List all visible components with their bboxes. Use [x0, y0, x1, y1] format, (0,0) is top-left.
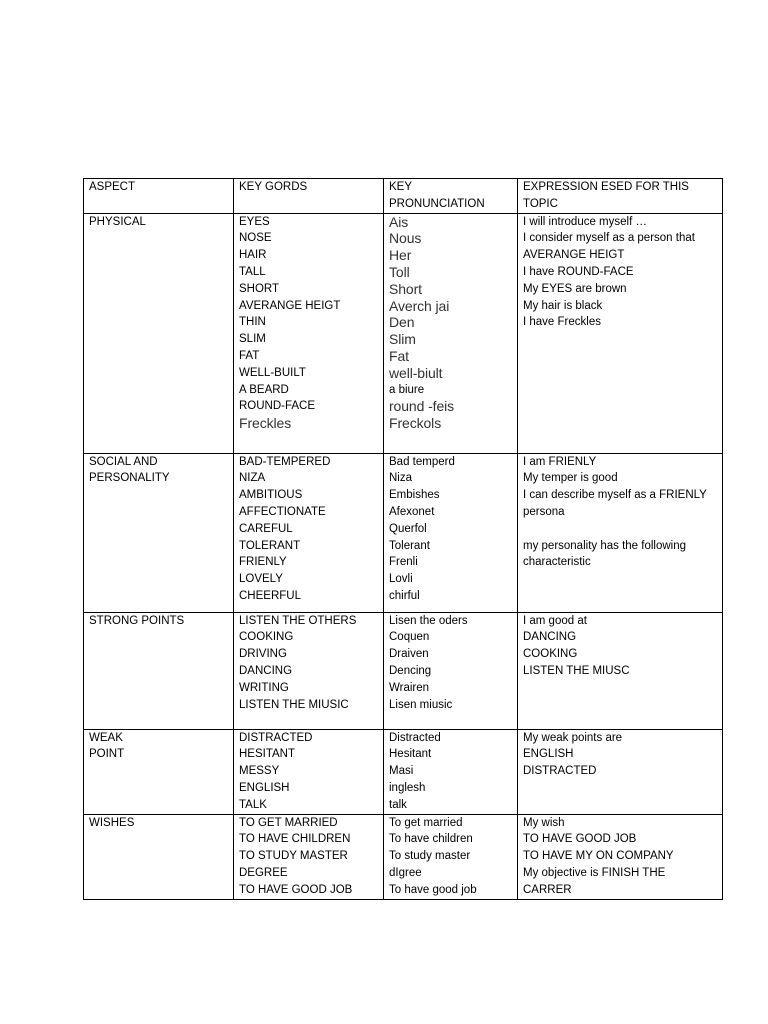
pronunciation: To study master [389, 850, 471, 863]
pronunciation: Embishes [389, 489, 440, 502]
expression-cell [518, 729, 723, 814]
expression-line: My EYES are brown [523, 282, 627, 295]
pronunciation-cell [384, 612, 518, 729]
expression-cell [518, 814, 723, 899]
key-word: DRIVING [239, 648, 287, 661]
pronunciation: Slim [389, 331, 416, 348]
key-words-cell [234, 814, 384, 899]
key-words-cell [234, 213, 384, 453]
pronunciation: Den [389, 314, 415, 331]
pronunciation: Wrairen [389, 681, 430, 694]
pronunciation: Bad temperd [389, 455, 455, 468]
pronunciation: To have children [389, 833, 473, 846]
aspect-label: PHYSICAL [89, 215, 146, 228]
header-aspect [84, 179, 234, 214]
expression-line: My objective is FINISH THE [523, 866, 666, 879]
pronunciation: Freckols [389, 415, 442, 432]
aspect-label: POINT [89, 748, 125, 761]
key-word: TO STUDY MASTER [239, 850, 348, 863]
aspect-cell [84, 729, 234, 814]
aspect-label: PERSONALITY [89, 472, 170, 485]
key-word: DISTRACTED [239, 731, 313, 744]
header-key-pronunciation [384, 179, 518, 214]
key-word: SHORT [239, 282, 280, 295]
expression-line: TO HAVE GOOD JOB [523, 833, 637, 846]
pronunciation: Lovli [389, 573, 413, 586]
pronunciation: Toll [389, 263, 410, 280]
expression-line: COOKING [523, 648, 578, 661]
pronunciation: round -feis [389, 398, 455, 415]
key-word: LISTEN THE OTHERS [239, 614, 357, 627]
key-word: FRIENLY [239, 556, 287, 569]
expression-line: I am FRIENLY [523, 455, 597, 468]
key-word: CHEERFUL [239, 589, 301, 602]
pronunciation: Dencing [389, 664, 432, 677]
aspect-label: STRONG POINTS [89, 614, 185, 627]
expression-line: My hair is black [523, 299, 603, 312]
pronunciation: a biure [389, 383, 425, 396]
pronunciation-cell [384, 213, 518, 453]
key-word: ENGLISH [239, 781, 290, 794]
header-pron-line: KEY [389, 181, 413, 193]
pronunciation: Tolerant [389, 539, 430, 552]
aspect-cell [84, 814, 234, 899]
pronunciation: Niza [389, 472, 413, 485]
aspect-label: WEAK [89, 731, 123, 744]
key-word: MESSY [239, 765, 280, 778]
expression-line: ENGLISH [523, 748, 574, 761]
pronunciation: Averch jai [389, 297, 450, 314]
table-row [84, 814, 723, 899]
aspect-cell [84, 453, 234, 612]
expression-cell [518, 612, 723, 729]
key-word: WRITING [239, 681, 289, 694]
pronunciation-cell [384, 814, 518, 899]
expression-line: I can describe myself as a FRIENLY [523, 489, 707, 502]
expression-cell [518, 453, 723, 612]
pronunciation: Short [389, 280, 422, 297]
key-words-cell [234, 453, 384, 612]
key-word: COOKING [239, 631, 294, 644]
expression-line: I have Freckles [523, 316, 601, 329]
key-word: HAIR [239, 249, 267, 262]
key-word: TO GET MARRIED [239, 816, 338, 829]
aspect-cell [84, 612, 234, 729]
pronunciation: Hesitant [389, 748, 432, 761]
pronunciation: well-biult [389, 364, 443, 381]
key-word: TOLERANT [239, 539, 301, 552]
key-word: FAT [239, 349, 260, 362]
pronunciation: Lisen miusic [389, 698, 453, 711]
key-word: TO HAVE CHILDREN [239, 833, 351, 846]
pronunciation: Coquen [389, 631, 430, 644]
expression-line: persona [523, 505, 565, 518]
expression-line: I have ROUND-FACE [523, 265, 634, 278]
key-word: TALL [239, 265, 266, 278]
key-word: AFFECTIONATE [239, 505, 326, 518]
header-row [84, 179, 723, 214]
pronunciation: Afexonet [389, 505, 435, 518]
key-word: A BEARD [239, 383, 289, 396]
key-word: THIN [239, 316, 266, 329]
key-word: HESITANT [239, 748, 296, 761]
pronunciation: Masi [389, 765, 414, 778]
expression-line: I consider myself as a person that [523, 232, 695, 245]
expression-line: DANCING [523, 631, 577, 644]
pronunciation-cell [384, 453, 518, 612]
pronunciation: talk [389, 798, 407, 811]
key-word: SLIM [239, 333, 266, 346]
expression-line: I am good at [523, 614, 587, 627]
key-word: BAD-TEMPERED [239, 455, 331, 468]
expression-line: my personality has the following [523, 539, 686, 552]
key-word: LISTEN THE MIUSIC [239, 698, 349, 711]
vocabulary-table [83, 178, 723, 900]
pronunciation: inglesh [389, 781, 426, 794]
expression-line: CARRER [523, 883, 572, 896]
key-word: TO HAVE GOOD JOB [239, 883, 353, 896]
pronunciation: dIgree [389, 866, 422, 879]
header-pron-line: PRONUNCIATION [389, 197, 485, 210]
key-words-cell [234, 729, 384, 814]
key-word: NOSE [239, 232, 272, 245]
pronunciation: To get married [389, 816, 463, 829]
header-key-words-text: KEY GORDS [239, 181, 308, 193]
pronunciation: To have good job [389, 883, 477, 896]
key-word: NIZA [239, 472, 266, 485]
aspect-cell [84, 213, 234, 453]
expression-line: My temper is good [523, 472, 618, 485]
key-words-cell [234, 612, 384, 729]
expression-line: TO HAVE MY ON COMPANY [523, 850, 674, 863]
pronunciation: Lisen the oders [389, 614, 468, 627]
key-word: CAREFUL [239, 522, 293, 535]
pronunciation: Nous [389, 230, 422, 247]
key-word: AVERANGE HEIGT [239, 299, 341, 312]
key-word: WELL-BUILT [239, 366, 306, 379]
pronunciation-cell [384, 729, 518, 814]
pronunciation: Her [389, 247, 412, 264]
pronunciation: Querfol [389, 522, 427, 535]
pronunciation: Fat [389, 347, 409, 364]
expression-line: AVERANGE HEIGT [523, 249, 625, 262]
aspect-label: SOCIAL AND [89, 455, 158, 468]
key-word: Freckles [239, 415, 292, 432]
expression-line: LISTEN THE MIUSC [523, 664, 630, 677]
table-row [84, 612, 723, 729]
key-word: DANCING [239, 664, 293, 677]
key-word: EYES [239, 215, 270, 228]
expression-line: I will introduce myself … [523, 215, 647, 228]
table-row [84, 729, 723, 814]
key-word: DEGREE [239, 866, 288, 879]
table-row [84, 453, 723, 612]
pronunciation: Frenli [389, 556, 418, 569]
pronunciation: Ais [389, 213, 409, 230]
key-word: TALK [239, 798, 267, 811]
header-expression [518, 179, 723, 214]
expression-line [523, 521, 718, 538]
pronunciation: chirful [389, 589, 420, 602]
header-expression-line: TOPIC [523, 197, 558, 210]
header-key-words [234, 179, 384, 214]
aspect-label: WISHES [89, 816, 135, 829]
key-word: LOVELY [239, 573, 283, 586]
header-expression-line: EXPRESSION ESED FOR THIS [523, 181, 689, 193]
expression-line: My wish [523, 816, 565, 829]
expression-line: My weak points are [523, 731, 623, 744]
expression-cell [518, 213, 723, 453]
key-word: ROUND-FACE [239, 400, 316, 413]
header-aspect-text: ASPECT [89, 181, 136, 193]
expression-line: characteristic [523, 556, 591, 569]
expression-line: DISTRACTED [523, 765, 597, 778]
table-row [84, 213, 723, 453]
pronunciation: Draiven [389, 648, 429, 661]
key-word: AMBITIOUS [239, 489, 303, 502]
pronunciation: Distracted [389, 731, 441, 744]
